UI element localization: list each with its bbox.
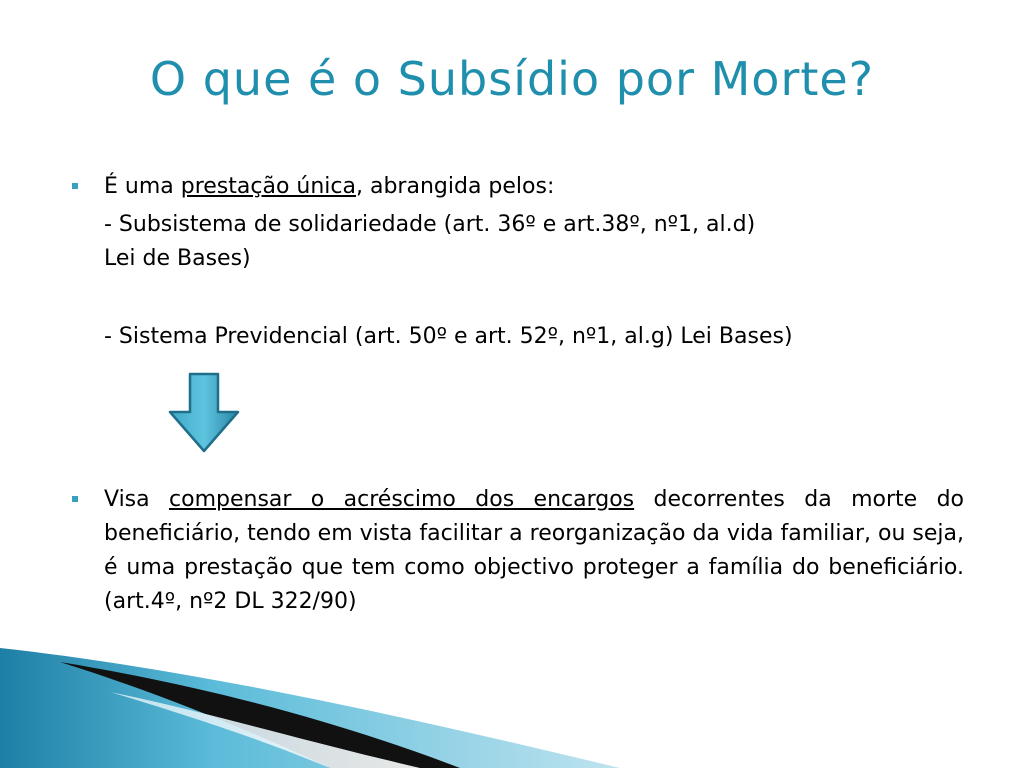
bullet2-prefix: Visa bbox=[104, 487, 170, 512]
bullet1-suffix: , abrangida pelos: bbox=[356, 174, 555, 199]
bullet-item-1 bbox=[72, 170, 964, 204]
lei-bases-line: Lei de Bases) bbox=[104, 246, 251, 271]
bullet-section-2 bbox=[72, 483, 964, 619]
subsistema-line: - Subsistema de solidariedade (art. 36º e art.38º, nº1, al.d) bbox=[104, 212, 756, 237]
bullet2-underlined: compensar o acréscimo dos encargos bbox=[169, 487, 635, 512]
bullet-section-1 bbox=[72, 170, 964, 354]
bullet1-prefix: É uma bbox=[104, 174, 181, 199]
decorative-swoosh bbox=[0, 640, 1024, 768]
bullet1-underlined: prestação única bbox=[180, 174, 356, 199]
sistema-previdencial-line: - Sistema Previdencial (art. 50º e art. 52º, nº1, al.g) Lei Bases) bbox=[104, 324, 793, 349]
bullet-marker bbox=[72, 496, 78, 502]
down-arrow-icon bbox=[166, 372, 242, 454]
bullet-item-2 bbox=[72, 483, 964, 619]
slide-title: O que é o Subsídio por Morte? bbox=[149, 52, 875, 106]
bullet2-suffix: decorrentes da morte do beneficiário, tendo em vista facilitar a reorganização da vida familiar, ou seja, é uma prestação que tem como objectivo proteger a família do beneficiário. (art.4º, nº2 DL 322/90) bbox=[104, 487, 964, 614]
bullet-marker bbox=[72, 183, 78, 189]
